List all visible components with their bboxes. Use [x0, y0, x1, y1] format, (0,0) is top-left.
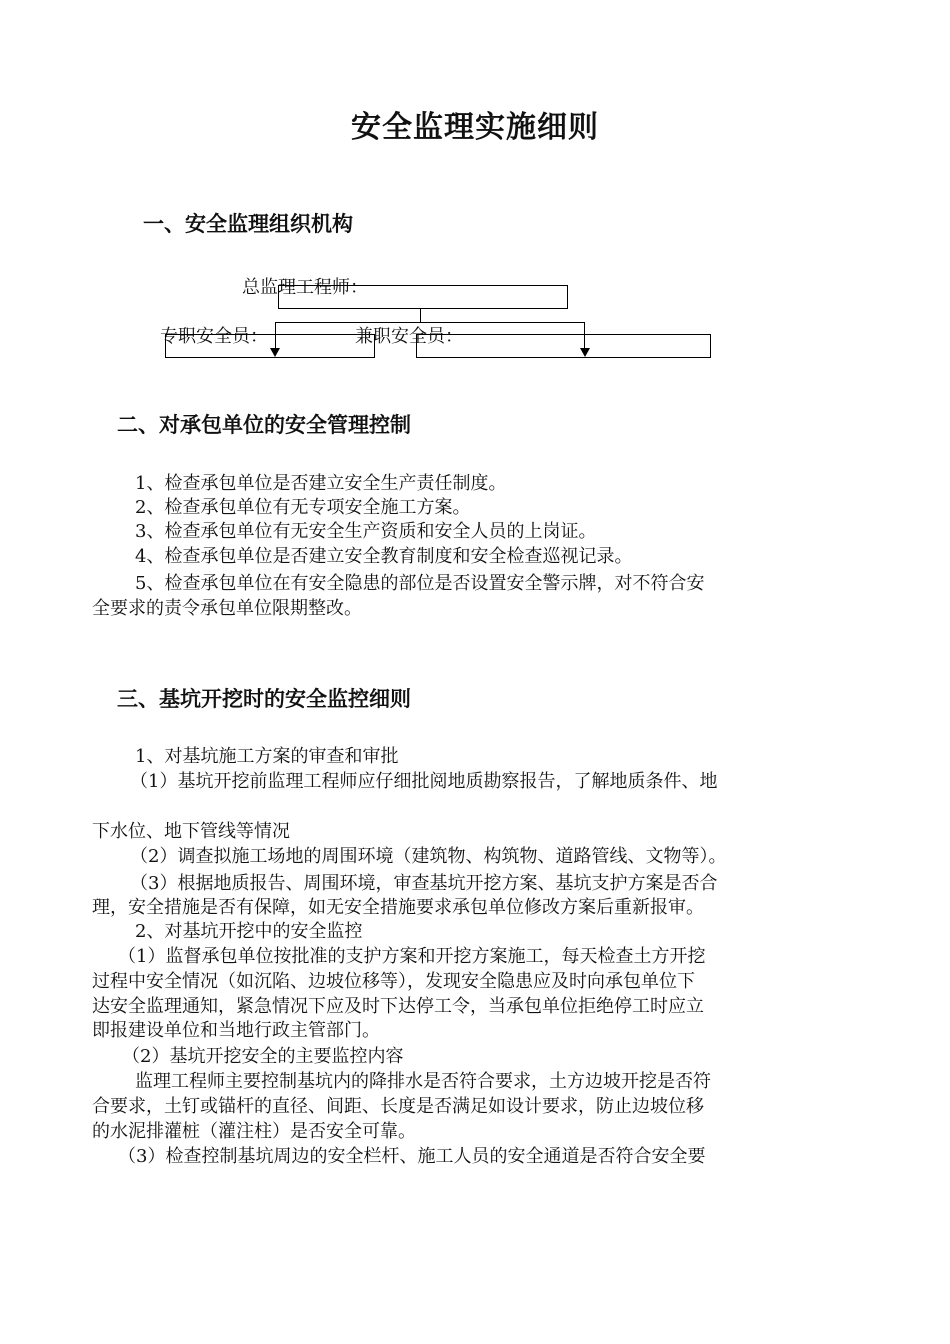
section1-heading: 一、安全监理组织机构 [143, 212, 353, 236]
paragraph-line: （1）基坑开挖前监理工程师应仔细批阅地质勘察报告，了解地质条件、地 [130, 771, 718, 792]
paragraph-line: （1）监督承包单位按批准的支护方案和开挖方案施工，每天检查土方开挖 [118, 946, 706, 967]
paragraph-line: 下水位、地下管线等情况 [92, 821, 290, 842]
section2-heading: 二、对承包单位的安全管理控制 [117, 413, 411, 437]
paragraph-line: （3）检查控制基坑周边的安全栏杆、施工人员的安全通道是否符合安全要 [118, 1146, 706, 1167]
paragraph-line: 5、检查承包单位在有安全隐患的部位是否设置安全警示牌，对不符合安 [135, 573, 705, 594]
document-title: 安全监理实施细则 [351, 110, 599, 145]
paragraph-line: 监理工程师主要控制基坑内的降排水是否符合要求，土方边坡开挖是否符 [135, 1071, 711, 1092]
paragraph-line: 4、检查承包单位是否建立安全教育制度和安全检查巡视记录。 [135, 546, 633, 567]
paragraph-line: 3、检查承包单位有无安全生产资质和安全人员的上岗证。 [135, 521, 597, 542]
paragraph-line: 达安全监理通知，紧急情况下应及时下达停工令，当承包单位拒绝停工时应立 [92, 996, 704, 1017]
paragraph-line: 理，安全措施是否有保障，如无安全措施要求承包单位修改方案后重新报审。 [92, 897, 704, 918]
paragraph-line: 全要求的责令承包单位限期整改。 [92, 598, 362, 619]
org-fulltime-box [165, 334, 375, 358]
paragraph-line: 2、对基坑开挖中的安全监控 [135, 921, 363, 942]
paragraph-line: （2）基坑开挖安全的主要监控内容 [122, 1046, 404, 1067]
paragraph-line: 的水泥排灌桩（灌注柱）是否安全可靠。 [92, 1121, 416, 1142]
paragraph-line: 1、对基坑施工方案的审查和审批 [135, 746, 399, 767]
paragraph-line: 1、检查承包单位是否建立安全生产责任制度。 [135, 473, 507, 494]
org-chief-box [278, 285, 568, 309]
paragraph-line: （2）调查拟施工场地的周围环境（建筑物、构筑物、道路管线、文物等）。 [130, 846, 727, 867]
org-chief-label: 总监理工程师： [242, 277, 368, 298]
org-fulltime-label: 专职安全员： [160, 326, 268, 347]
paragraph-line: 即报建设单位和当地行政主管部门。 [92, 1020, 380, 1041]
paragraph-line: 过程中安全情况（如沉陷、边坡位移等），发现安全隐患应及时向承包单位下 [92, 971, 695, 992]
paragraph-line: 合要求，土钉或锚杆的直径、间距、长度是否满足如设计要求，防止边坡位移 [92, 1096, 704, 1117]
org-parttime-box [416, 334, 711, 358]
paragraph-line: 2、检查承包单位有无专项安全施工方案。 [135, 497, 471, 518]
org-parttime-label: 兼职安全员： [355, 326, 463, 347]
paragraph-line: （3）根据地质报告、周围环境，审查基坑开挖方案、基坑支护方案是否合 [130, 873, 718, 894]
section3-heading: 三、基坑开挖时的安全监控细则 [117, 687, 411, 711]
org-connector-vertical [420, 309, 421, 322]
